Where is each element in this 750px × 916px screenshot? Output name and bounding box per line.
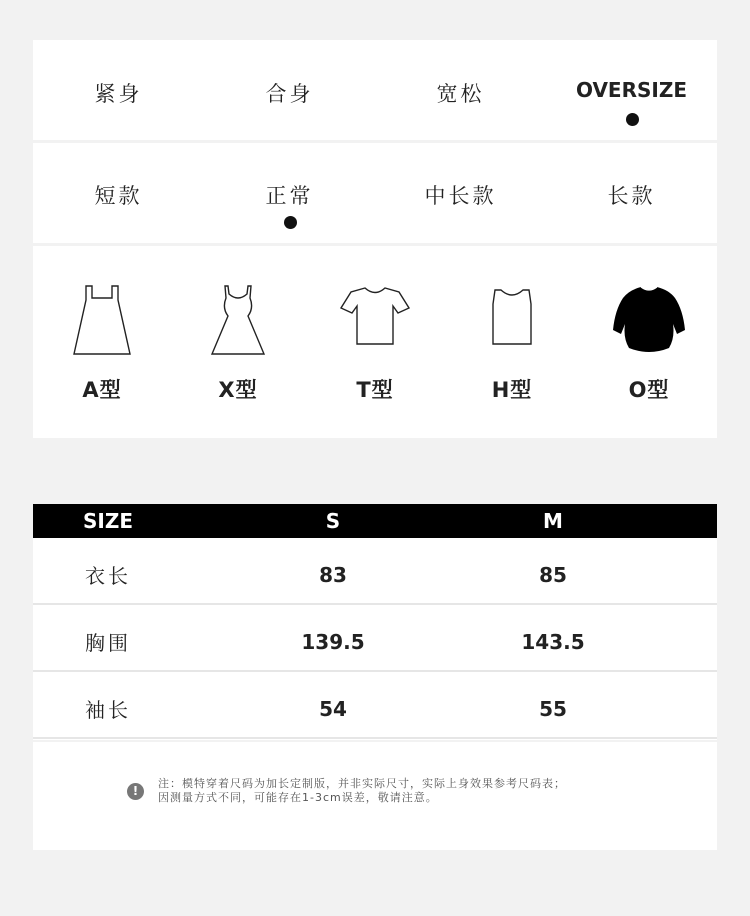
selected-indicator-dot	[284, 216, 297, 229]
tank-top-icon	[487, 282, 537, 348]
silhouette-label: H型	[491, 378, 533, 402]
fit-option-label: OVERSIZE	[575, 78, 687, 102]
silhouette-option-t	[310, 246, 440, 438]
cell-s: 83	[319, 563, 347, 587]
fit-selector	[33, 40, 717, 140]
table-row	[33, 605, 717, 672]
length-option-midlong	[375, 143, 546, 243]
row-label: 胸围	[85, 631, 131, 655]
measurement-note	[33, 742, 717, 850]
cell-m: 85	[539, 563, 567, 587]
header-m: M	[543, 509, 563, 533]
silhouette-option-h	[447, 246, 577, 438]
length-option-long	[546, 143, 717, 243]
length-option-normal	[204, 143, 375, 243]
silhouette-label: T型	[356, 378, 394, 402]
length-selector	[33, 143, 717, 243]
table-row	[33, 672, 717, 739]
length-option-label: 正常	[265, 184, 314, 208]
length-option-short	[33, 143, 204, 243]
length-option-label: 长款	[607, 184, 656, 208]
length-option-label: 中长款	[424, 184, 497, 208]
x-line-dress-icon	[208, 282, 268, 358]
fit-option-label: 宽松	[436, 82, 485, 106]
fit-option-label: 合身	[265, 82, 314, 106]
size-table	[33, 504, 717, 740]
silhouette-selector	[33, 246, 717, 438]
table-row	[33, 538, 717, 605]
silhouette-option-x	[173, 246, 303, 438]
silhouette-label: O型	[628, 378, 670, 402]
selected-indicator-dot	[626, 113, 639, 126]
row-label: 袖长	[85, 698, 131, 722]
note-line-2: 因测量方式不同，可能存在1-3cm误差，敬请注意。	[158, 791, 438, 804]
header-s: S	[325, 509, 341, 533]
silhouette-label: A型	[82, 378, 122, 402]
silhouette-option-o	[584, 246, 714, 438]
fit-option-regular	[204, 40, 375, 140]
cell-m: 55	[539, 697, 567, 721]
silhouette-option-a	[37, 246, 167, 438]
cell-m: 143.5	[521, 630, 585, 654]
fit-option-oversize	[546, 40, 717, 140]
cell-s: 54	[319, 697, 347, 721]
note-line-1: 注：模特穿着尺码为加长定制版，并非实际尺寸，实际上身效果参考尺码表；	[158, 777, 566, 790]
cell-s: 139.5	[301, 630, 365, 654]
fit-option-tight	[33, 40, 204, 140]
o-shape-top-icon	[611, 282, 687, 354]
fit-option-loose	[375, 40, 546, 140]
header-size: SIZE	[82, 509, 133, 533]
size-table-header	[33, 504, 717, 538]
a-line-dress-icon	[72, 282, 132, 358]
note-text	[158, 777, 566, 805]
silhouette-label: X型	[218, 378, 258, 402]
fit-option-label: 紧身	[94, 82, 143, 106]
exclamation-icon: !	[127, 783, 144, 800]
t-shirt-icon	[339, 282, 411, 348]
length-option-label: 短款	[94, 184, 143, 208]
row-label: 衣长	[85, 564, 131, 588]
